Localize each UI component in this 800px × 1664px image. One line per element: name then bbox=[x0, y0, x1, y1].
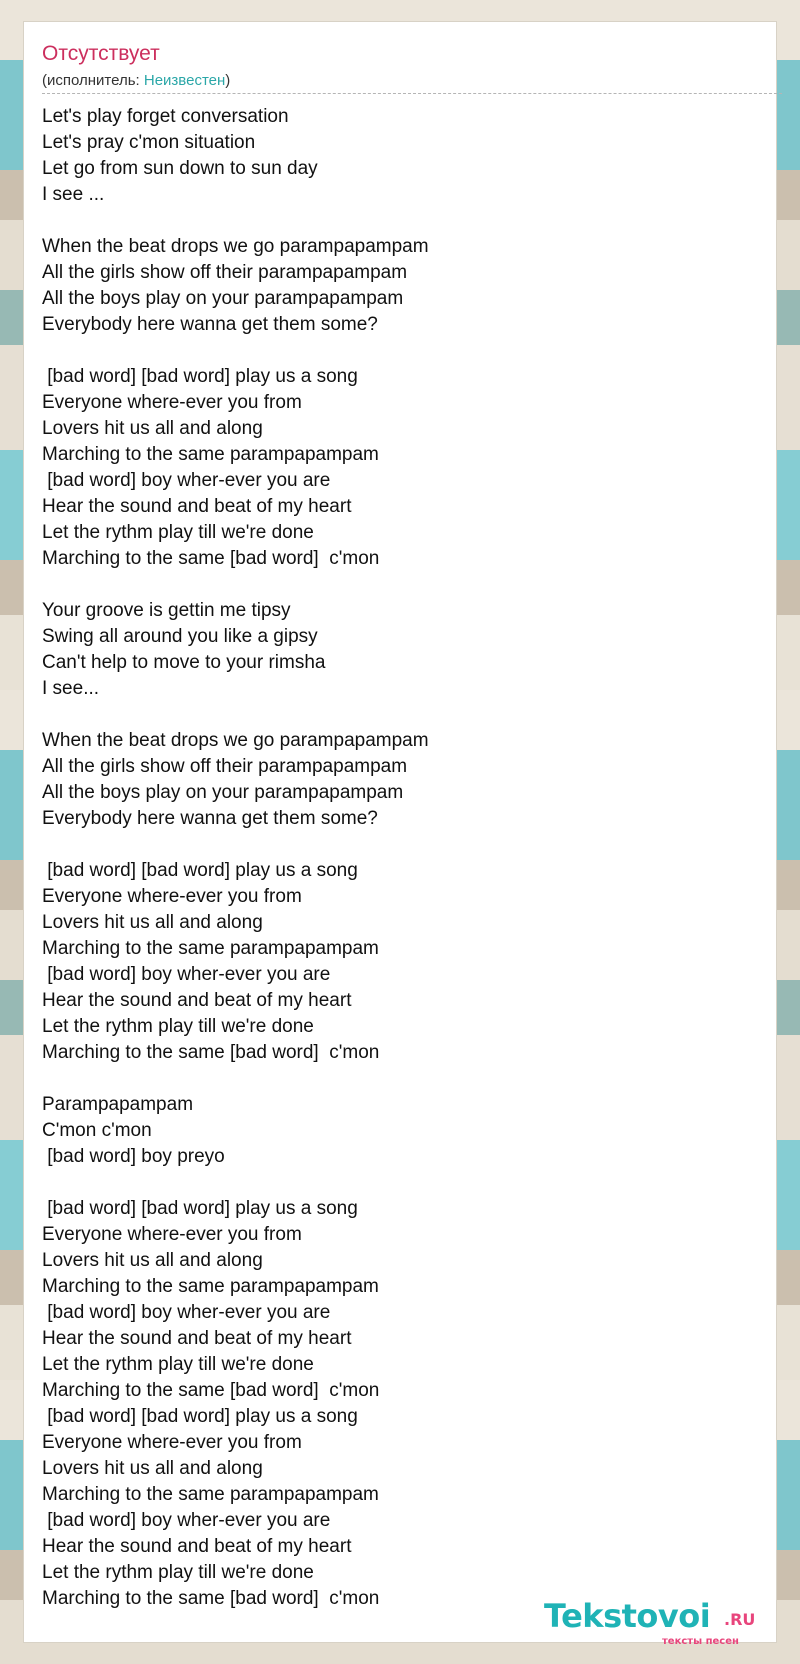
song-lyrics: Let's play forget conversation Let's pray c'mon situation Let go from sun down to sun day I see ... When the beat drops we go parampapampam All the girls show off their parampapampam All the boys play on your parampapampam Everybody here wanna get them some? [bad word] [bad word] play us a song Everyone where-ever you from Lovers hit us all and along Marching to the same parampapampam [bad word] boy wher-ever you are Hear the sound and beat of my heart Let the rythm play till we're done Marching to the same [bad word] c'mon Your groove is gettin me tipsy Swing all around you like a gipsy Can't help to move to your rimsha I see... When the beat drops we go parampapampam All the girls show off their parampapampam All the boys play on your parampapampam Everybody here wanna get them some? [bad word] [bad word] play us a song Everyone where-ever you from Lovers hit us all and along Marching to the same parampapampam [bad word] boy wher-ever you are Hear the sound and beat of my heart Let the rythm play till we're done Marching to the same [bad word] c'mon Parampapampam C'mon c'mon [bad word] boy preyo [bad word] [bad word] play us a song Everyone where-ever you from Lovers hit us all and along Marching to the same parampapampam [bad word] boy wher-ever you are Hear the sound and beat of my heart Let the rythm play till we're done Marching to the same [bad word] c'mon [bad word] [bad word] play us a song Everyone where-ever you from Lovers hit us all and along Marching to the same parampapampam [bad word] boy wher-ever you are Hear the sound and beat of my heart Let the rythm play till we're done Marching to the same [bad word] c'mon bbox=[42, 106, 429, 1609]
page-frame bbox=[24, 22, 776, 1642]
artist-name-link[interactable]: Неизвестен bbox=[143, 72, 226, 89]
song-title: Отсутствует bbox=[42, 42, 160, 65]
logo-tagline: тексты песен bbox=[662, 1636, 739, 1647]
site-logo[interactable] bbox=[544, 1597, 774, 1647]
artist-prefix: (исполнитель: bbox=[42, 72, 144, 89]
artist-suffix: ) bbox=[225, 72, 231, 89]
logo-name: Tekstovoi bbox=[544, 1597, 711, 1635]
lyrics-card bbox=[24, 22, 776, 1642]
artist-line bbox=[42, 72, 230, 89]
title-divider bbox=[42, 93, 782, 94]
logo-tld: .RU bbox=[724, 1610, 756, 1629]
